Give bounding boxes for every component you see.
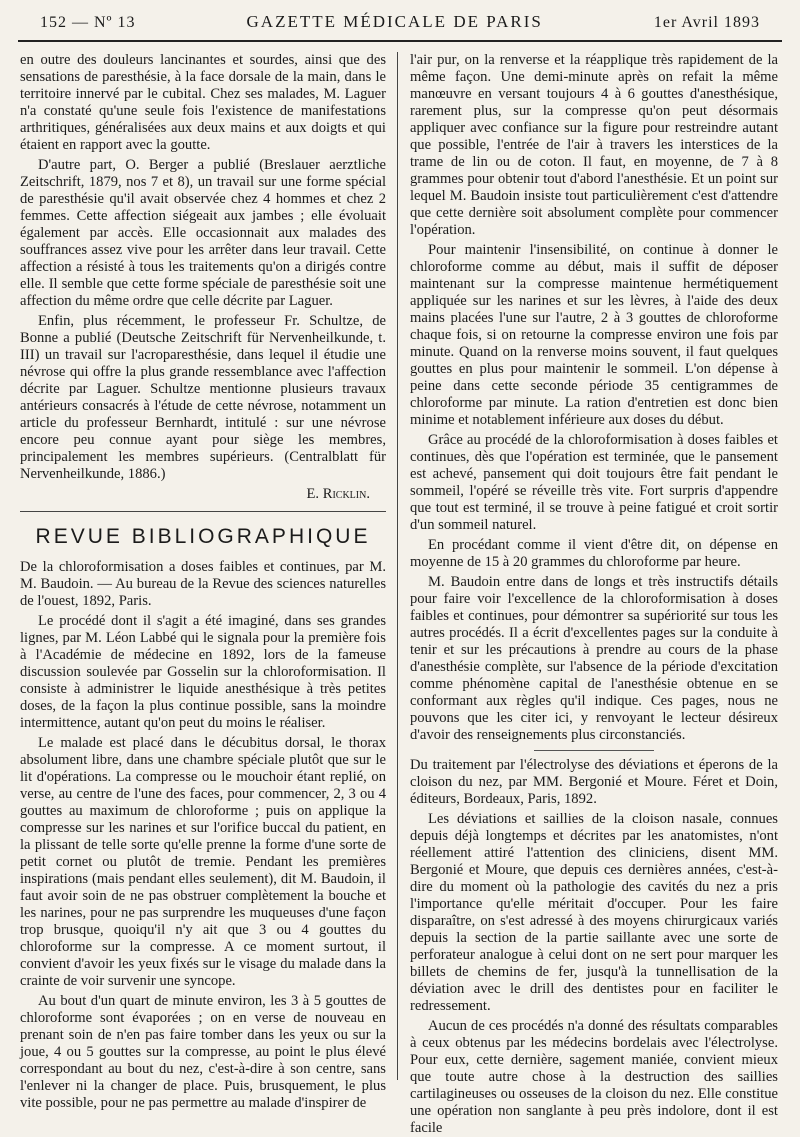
paragraph: Aucun de ces procédés n'a donné des résultats comparables à ceux obtenus par les médecins bordelais avec l'électrolyse. Pour eux, cette dernière, sagement maniée, convient mieux que toute autre chose à la destruction des saillies cartilagineuses ou osseuses de la cloison du nez. Elle constitue une opération non sanglante à peu près indolore, dont il est facile [410,1018,778,1136]
journal-title: GAZETTE MÉDICALE DE PARIS [246,12,543,31]
page-header [40,12,760,36]
page-number: 152 — Nº 13 [40,14,136,31]
column-divider [397,52,398,1080]
left-column [20,52,386,1111]
paragraph: D'autre part, O. Berger a publié (Breslauer aerztliche Zeitschrift, 1879, nos 7 et 8), un travail sur une forme spécial de paresthésie qu'il avait observée chez 4 hommes et chez 2 femmes. Cette affection siégeait aux jambes ; elle évoluait également par accès. Elle occasionnait aux malades des souffrances assez vive pour les arrêter dans leur travail. Cette affection a résisté à tous les traitements qu'on a dirigés contre elle. Il semble que cette forme spéciale de paresthésie soit une affection du même ordre que celle décrite par Laguer. [20,157,386,309]
section-separator [20,511,386,512]
section-title: REVUE BIBLIOGRAPHIQUE [35,525,371,548]
paragraph: En procédant comme il vient d'être dit, on dépense en moyenne de 15 à 20 grammes du chloroforme par heure. [410,537,778,570]
paragraph: Grâce au procédé de la chloroformisation à doses faibles et continues, dès que l'opération est terminée, que le pansement est achevé, pansement qui doit toujours être fait pendant le sommeil, l'opéré se réveille très vite. Fort surpris d'appendre que tout est terminé, il se trouve à peine fatigué et croit sortir d'un sommeil naturel. [410,432,778,533]
book-reference: De la chloroformisation a doses faibles et continues, par M. M. Baudoin. — Au bureau de la Revue des sciences naturelles de l'ouest, 1892, Paris. [20,559,386,609]
paragraph: en outre des douleurs lancinantes et sourdes, ainsi que des sensations de paresthésie, à la face dorsale de la main, dans le territoire innervé par le cubital. Chez ses malades, M. Laguer n'a constaté qu'une seule fois l'existence de manifestations arthritiques, généralisées aux deux mains et aux doigts et qui étaient en rapport avec la goutte. [20,52,386,153]
paragraph: Le procédé dont il s'agit a été imaginé, dans ses grandes lignes, par M. Léon Labbé qui le signala pour la première fois à l'Académie de médecine en 1892, lors de la fameuse discussion soulevée par Gosselin sur la chloroformisation. Il consiste à administrer le liquide anesthésique à très petites doses, de la façon la plus continue possible, sans la moindre intermittence, autant qu'on peut du moins le réaliser. [20,613,386,731]
paragraph: Au bout d'un quart de minute environ, les 3 à 5 gouttes de chloroforme sont évaporées ; on en verse de nouveau en prenant soin de n'en pas faire tomber dans les yeux ou sur la joue, 4 ou 5 gouttes sur la compresse, au point le plus élevé correspondant au bout du nez, c'est-à-dire à son centre, sans l'enlever ni la changer de place. Puis, brusquement, le plus vite possible, pour ne pas permettre au malade d'inspirer de [20,993,386,1111]
header-rule [18,40,782,42]
section-separator [534,750,654,751]
book-reference: Du traitement par l'électrolyse des déviations et éperons de la cloison du nez, par MM. Bergonié et Moure. Féret et Doin, éditeurs, Bordeaux, Paris, 1892. [410,757,778,807]
right-column [410,52,778,1136]
author-signature: E. Ricklin. [306,486,370,502]
paragraph: l'air pur, on la renverse et la réapplique très rapidement de la même façon. Une demi-minute après on refait la même manœuvre en versant toujours 4 à 6 gouttes d'anesthésique, rarement plus, sur la compresse qu'on peut désormais appliquer avec confiance sur la figure pour restreindre autant que possible, l'entrée de l'air à travers les interstices de la trame de lin ou de coton. Il faut, en moyenne, de 7 à 8 grammes pour obtenir tout d'abord l'anesthésie. Et un point sur lequel M. Baudoin insiste tout particulièrement c'est d'attendre que cette dernière soit absolument complète pour commencer l'opération. [410,52,778,238]
paragraph: Enfin, plus récemment, le professeur Fr. Schultze, de Bonne a publié (Deutsche Zeitschrift für Nervenheilkunde, t. III) un travail sur l'acroparesthésie, dans lequel il étudie une névrose qui offre la plus grande ressemblance avec l'affection décrite par Laguer. Schultze mentionne plusieurs travaux antérieurs consacrés à l'étude de cette névrose, notamment un article du professeur Bernhardt, intitulé : sur une névrose encore peu connue ayant pour siège les membres, principalement les membres supérieurs. (Centralblatt für Nervenheilkunde, 1886.) [20,313,386,482]
paragraph: Les déviations et saillies de la cloison nasale, connues depuis déjà longtemps et décrites par les anatomistes, n'ont réellement attiré l'attention des cliniciens, disent MM. Bergonié et Moure, que depuis ces dernières années, c'est-à-dire du moment où la pathologie des cavités du nez a pris l'importance qu'elle méritait d'occuper. Pour les faire disparaître, on s'est adressé à des moyens chirurgicaux variés depuis la section de la partie saillante avec une sorte de perforateur analogue à celui dont on ne sert pour marquer les billets de chemins de fer, jusqu'à la tunnellisation de la déviation avec le drill des dentistes pour en faciliter le redressement. [410,811,778,1014]
issue-date: 1er Avril 1893 [653,14,760,31]
paragraph: Le malade est placé dans le décubitus dorsal, le thorax absolument libre, dans une chambre spéciale plutôt que sur le lit d'opérations. La compresse ou le mouchoir étant replié, on verse, au centre de l'une des faces, pour commencer, 2, 3 ou 4 gouttes au maximum de chloroforme ; puis on applique la compresse sur les narines et sur l'orifice buccal du patient, en la plissant de telle sorte qu'elle prenne la forme d'une sorte de petit cornet ou plutôt de tremie. Pendant les premières inspirations (mais pendant elles seulement), dit M. Baudoin, il faut avoir soin de ne pas obstruer complètement la bouche et les narines, pour ne pas surprendre les muqueuses d'une façon trop brusque, quoiqu'il n'y ait que 3 ou 4 gouttes du chloroforme sur la compresse. A ce moment surtout, il convient d'avoir les yeux fixés sur le visage du malade dans la crainte de voir survenir une syncope. [20,735,386,989]
paragraph: Pour maintenir l'insensibilité, on continue à donner le chloroforme comme au début, mais il suffit de déposer maintenant sur la compresse maintenue hermétiquement appliquée sur les narines et sur les lèvres, à l'aide des deux mains placées l'une sur l'autre, 2 à 3 gouttes de chloroforme chaque fois, si on retourne la compresse environ une fois par minute. Quand on la renverse moins souvent, il faut quelques gouttes en plus pour maintenir le sommeil. L'on dépense à peine dans cette seconde période 35 centigrammes de chloroforme par minute. La ration d'entretien est donc bien minime et notablement inférieure aux doses du début. [410,242,778,428]
paragraph: M. Baudoin entre dans de longs et très instructifs détails pour faire voir l'excellence de la chloroformisation à doses faibles et continues, pour démontrer sa supériorité sur tous les autres procédés. Il a écrit d'excellentes pages sur la conduite à tenir et sur les précautions à prendre au cours de la phase d'anesthésie complète, sur l'absence de la période d'excitation comme phénomène capital de l'anesthésie obtenue en se conformant aux règles qu'il indique. Ces pages, nous ne pouvons que les citer ici, y renvoyant le lecteur désireux d'avoir des renseignements plus circonstanciés. [410,574,778,743]
